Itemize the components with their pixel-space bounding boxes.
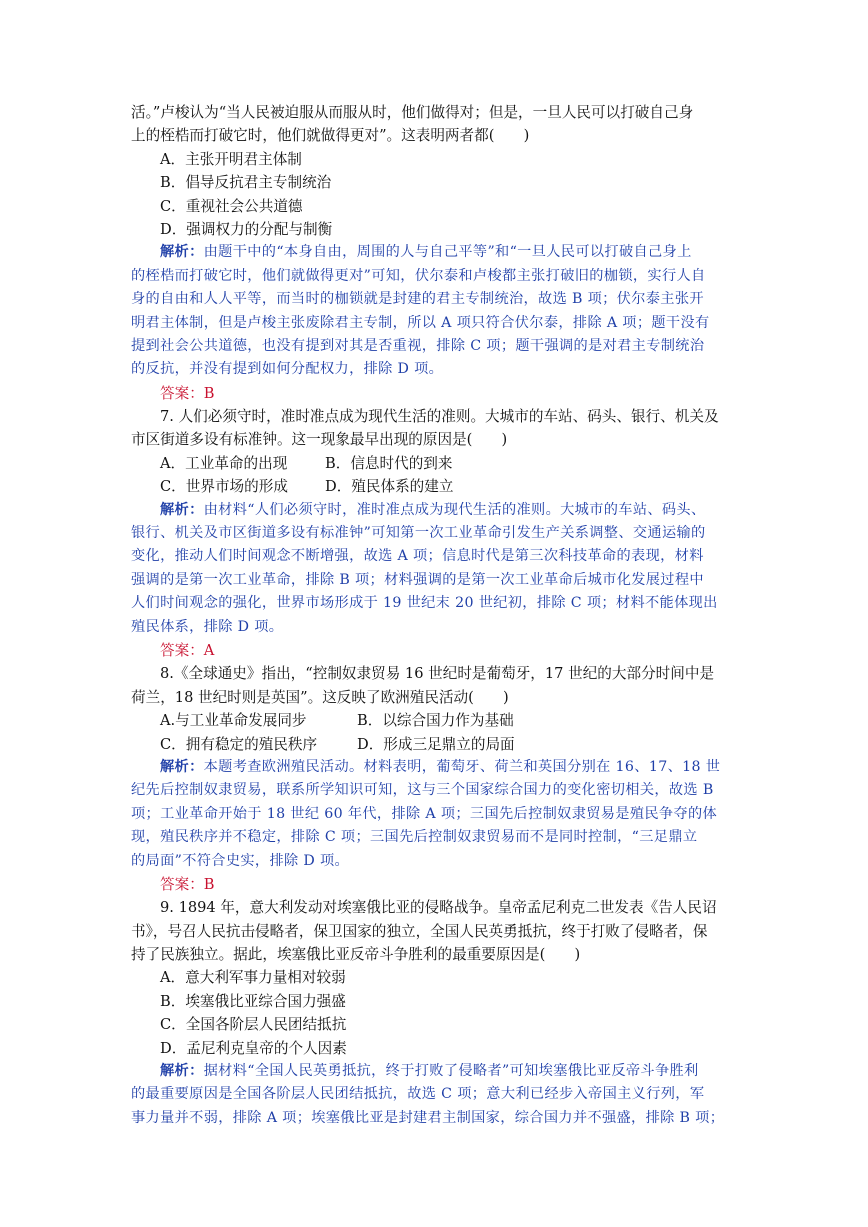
analysis-line: 事力量并不弱，排除 A 项；埃塞俄比亚是封建君主制国家，综合国力并不强盛，排除 B 项；	[131, 1109, 725, 1126]
analysis-line: 项；工业革命开始于 18 世纪 60 年代，排除 A 项；三国先后控制奴隶贸易是殖民争夺的体	[131, 805, 718, 822]
answer: 答案：A	[160, 641, 215, 659]
question-6	[131, 101, 743, 405]
option-row	[131, 475, 743, 498]
analysis-label: 解析：	[160, 758, 204, 775]
analysis-line: 的最重要原因是全国各阶层人民团结抵抗，故选 C 项；意大利已经步入帝国主义行列，军	[131, 1086, 705, 1103]
question-9	[131, 896, 743, 1130]
option-d: D．强调权力的分配与制衡	[160, 220, 333, 238]
analysis-label: 解析：	[160, 244, 204, 261]
analysis-line: 明君主体制，但是卢梭主张废除君主专制，所以 A 项只符合伏尔泰，排除 A 项；题干没有	[131, 314, 710, 331]
analysis-line: 的桎梏而打破它时，他们就做得更对”可知，伏尔泰和卢梭都主张打破旧的枷锁，实行人自	[131, 267, 706, 284]
option-d: D．形成三足鼎立的局面	[357, 735, 515, 753]
question-stem-line: 8.《全球通史》指出，“控制奴隶贸易 16 世纪时是葡萄牙，17 世纪的大部分时间中是	[160, 665, 715, 683]
analysis-line: 殖民体系，排除 D 项。	[131, 618, 284, 635]
question-stem-line: 书》，号召人民抗击侵略者，保卫国家的独立，全国人民英勇抵抗，终于打败了侵略者，保	[131, 922, 708, 940]
question-8	[131, 662, 743, 896]
option-b: B．埃塞俄比亚综合国力强盛	[160, 992, 346, 1010]
question-7	[131, 405, 743, 662]
analysis-label: 解析：	[160, 501, 204, 518]
option-a: A．主张开明君主体制	[160, 150, 302, 168]
question-stem-line: 9. 1894 年，意大利发动对埃塞俄比亚的侵略战争。皇帝孟尼利克二世发表《告人民诏	[160, 899, 717, 917]
option-row	[131, 733, 743, 756]
question-stem-line: 7. 人们必须守时，准时准点成为现代生活的准则。大城市的车站、码头、银行、机关及	[160, 408, 719, 426]
question-stem-line: 活。”卢梭认为“当人民被迫服从而服从时，他们做得对；但是，一旦人民可以打破自己身	[131, 104, 694, 121]
analysis-line	[131, 1060, 743, 1083]
option-b: B．倡导反抗君主专制统治	[160, 174, 332, 192]
option-c: C．拥有稳定的殖民秩序	[160, 735, 318, 753]
analysis-line: 变化，推动人们时间观念不断增强，故选 A 项；信息时代是第三次科技革命的表现，材料	[131, 548, 704, 565]
analysis-line: 提到社会公共道德，也没有提到对其是否重视，排除 C 项；题干强调的是对君主专制统治	[131, 337, 705, 354]
option-b: B．信息时代的到来	[325, 454, 453, 472]
analysis-text: 由材料“人们必须守时，准时准点成为现代生活的准则。大城市的车站、码头、	[203, 501, 706, 518]
question-stem-line: 市区街道多设有标准钟。这一现象最早出现的原因是( )	[131, 431, 508, 449]
answer: 答案：B	[160, 875, 215, 893]
analysis-line	[131, 499, 743, 522]
question-stem-line: 上的桎梏而打破它时，他们就做得更对”。这表明两者都( )	[131, 127, 530, 145]
analysis-line: 的局面”不符合史实，排除 D 项。	[131, 852, 350, 869]
analysis-line	[131, 241, 743, 264]
analysis-line: 人们时间观念的强化，世界市场形成于 19 世纪末 20 世纪初，排除 C 项；材料不能体现出	[131, 595, 718, 612]
answer: 答案：B	[160, 384, 215, 402]
option-c: C．世界市场的形成	[160, 478, 288, 496]
analysis-line: 现，殖民秩序并不稳定，排除 C 项；三国先后控制奴隶贸易而不是同时控制，“三足鼎立	[131, 829, 698, 846]
analysis-text: 据材料“全国人民英勇抵抗，终于打败了侵略者”可知埃塞俄比亚反帝斗争胜利	[203, 1063, 699, 1080]
option-c: C．全国各阶层人民团结抵抗	[160, 1016, 347, 1034]
analysis-line: 的反抗，并没有提到如何分配权力，排除 D 项。	[131, 361, 444, 378]
question-stem-line: 荷兰，18 世纪时则是英国”。这反映了欧洲殖民活动( )	[131, 688, 509, 706]
option-row	[131, 452, 743, 475]
question-stem-line: 持了民族独立。据此，埃塞俄比亚反帝斗争胜利的最重要原因是( )	[131, 946, 581, 964]
option-a: A.与工业革命发展同步	[160, 712, 307, 730]
option-d: D．孟尼利克皇帝的个人因素	[160, 1039, 347, 1057]
analysis-label: 解析：	[160, 1063, 204, 1080]
analysis-text: 由题干中的“本身自由，周围的人与自己平等”和“一旦人民可以打破自己身上	[203, 244, 692, 261]
analysis-line	[131, 756, 743, 779]
option-d: D．殖民体系的建立	[325, 478, 454, 496]
analysis-line: 强调的是第一次工业革命，排除 B 项；材料强调的是第一次工业革命后城市化发展过程中	[131, 571, 704, 588]
option-a: A．工业革命的出现	[160, 454, 288, 472]
page-content	[131, 101, 743, 1130]
option-b: B．以综合国力作为基础	[357, 712, 514, 730]
analysis-line: 银行、机关及市区街道多设有标准钟”可知第一次工业革命引发生产关系调整、交通运输的	[131, 525, 706, 542]
analysis-text: 本题考查欧洲殖民活动。材料表明，葡萄牙、荷兰和英国分别在 16、17、18 世	[203, 758, 721, 775]
analysis-line: 纪先后控制奴隶贸易，联系所学知识可知，这与三个国家综合国力的变化密切相关，故选 B	[131, 782, 714, 799]
option-a: A．意大利军事力量相对较弱	[160, 969, 346, 987]
option-row	[131, 709, 743, 732]
option-c: C．重视社会公共道德	[160, 197, 303, 215]
analysis-line: 身的自由和人人平等，而当时的枷锁就是封建的君主专制统治，故选 B 项；伏尔泰主张开	[131, 291, 704, 308]
